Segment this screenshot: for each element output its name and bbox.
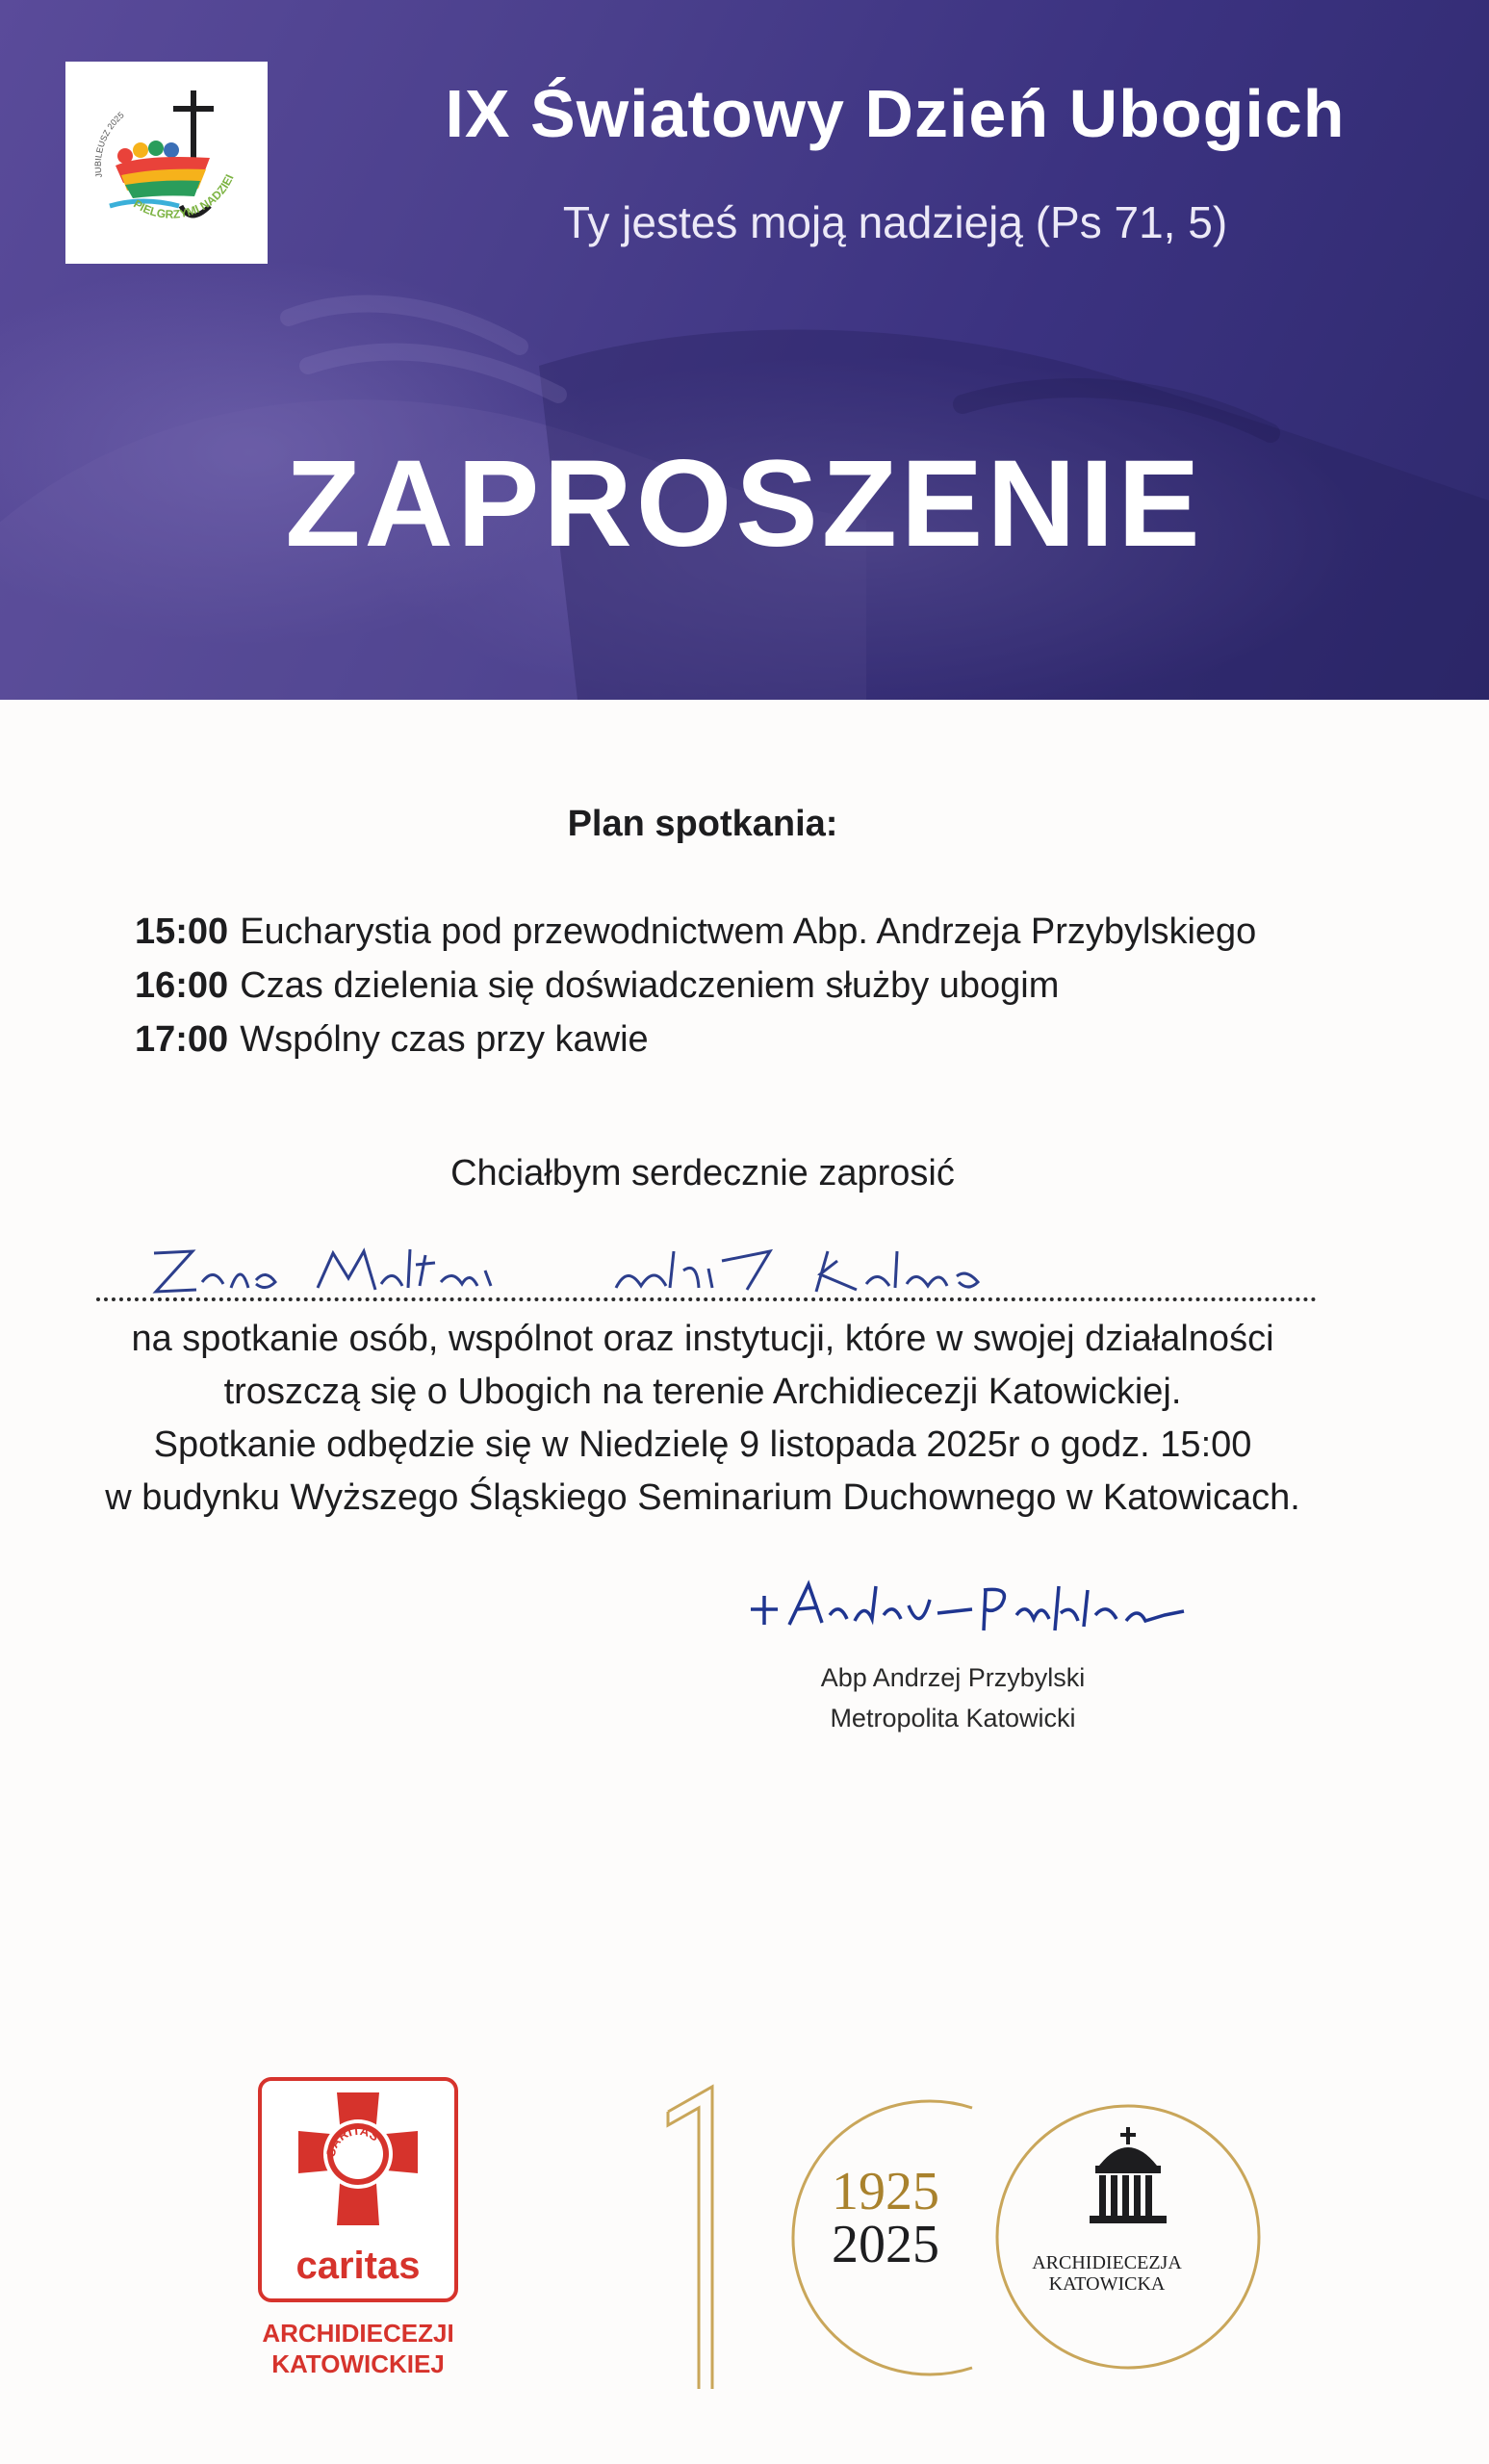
archdiocese-label-line: ARCHIDIECEZJA	[1032, 2252, 1182, 2273]
schedule-text: Eucharystia pod przewodnictwem Abp. Andrzeja Przybylskiego	[240, 911, 1257, 952]
schedule-text: Czas dzielenia się doświadczeniem służby ubogim	[240, 965, 1060, 1006]
logo-bottom-text: PIELGRZYMI NADZIEI	[131, 172, 237, 221]
archdiocese-label-line: KATOWICKA	[1048, 2273, 1166, 2295]
schedule-item	[135, 1013, 1386, 1066]
invitation-line: na spotkanie osób, wspólnot oraz instytucji, które w swojej działalności	[131, 1319, 1274, 1359]
caritas-sub-line: KATOWICKIEJ	[271, 2349, 445, 2378]
schedule-list	[135, 905, 1386, 1066]
invitation-body	[58, 1313, 1348, 1525]
schedule-item	[135, 959, 1386, 1013]
invitee-dotted-line	[96, 1297, 1317, 1301]
invitation-line: Spotkanie odbędzie się w Niedzielę 9 listopada 2025r o godz. 15:00	[153, 1424, 1252, 1465]
caritas-emblem-text: CARITAS	[322, 2122, 382, 2159]
signer-role: Metropolita Katowicki	[830, 1704, 1076, 1732]
plan-heading: Plan spotkania:	[567, 804, 838, 844]
signer-name: Abp Andrzej Przybylski	[820, 1663, 1086, 1692]
caritas-logo	[258, 2077, 460, 2379]
schedule-text: Wspólny czas przy kawie	[240, 1019, 649, 1060]
header-banner	[0, 0, 1489, 700]
jubilee-pilgrims-cross-logo-icon	[65, 62, 268, 264]
archdiocese-label	[1011, 2252, 1203, 2295]
caritas-sub-line: ARCHIDIECEZJI	[262, 2319, 454, 2348]
invitation-line: w budynku Wyższego Śląskiego Seminarium Duchownego w Katowicach.	[105, 1477, 1300, 1518]
handwritten-signature	[741, 1567, 1203, 1644]
caritas-cross-icon	[262, 2081, 454, 2245]
caritas-wordmark: caritas	[295, 2245, 421, 2287]
year-end: 2025	[832, 2215, 939, 2274]
jubilee-logo	[65, 62, 268, 264]
schedule-time: 17:00	[135, 1019, 229, 1060]
invitation-heading: ZAPROSZENIE	[285, 435, 1204, 573]
caritas-emblem	[258, 2077, 458, 2302]
schedule-item	[135, 905, 1386, 959]
cathedral-icon	[1090, 2127, 1167, 2223]
event-subtitle: Ty jesteś moją nadzieją (Ps 71, 5)	[562, 197, 1228, 247]
schedule-time: 16:00	[135, 965, 229, 1006]
schedule-time: 15:00	[135, 911, 229, 952]
event-title: IX Światowy Dzień Ubogich	[445, 76, 1346, 151]
logo-arc-text: JUBILEUSZ 2025	[92, 110, 126, 179]
caritas-subtitle	[252, 2318, 464, 2379]
signer-block	[732, 1657, 1174, 1738]
invitation-line: troszczą się o Ubogich na terenie Archidiecezji Katowickiej.	[223, 1372, 1182, 1412]
invitation-intro: Chciałbym serdecznie zaprosić	[450, 1153, 955, 1194]
year-start: 1925	[832, 2162, 939, 2221]
